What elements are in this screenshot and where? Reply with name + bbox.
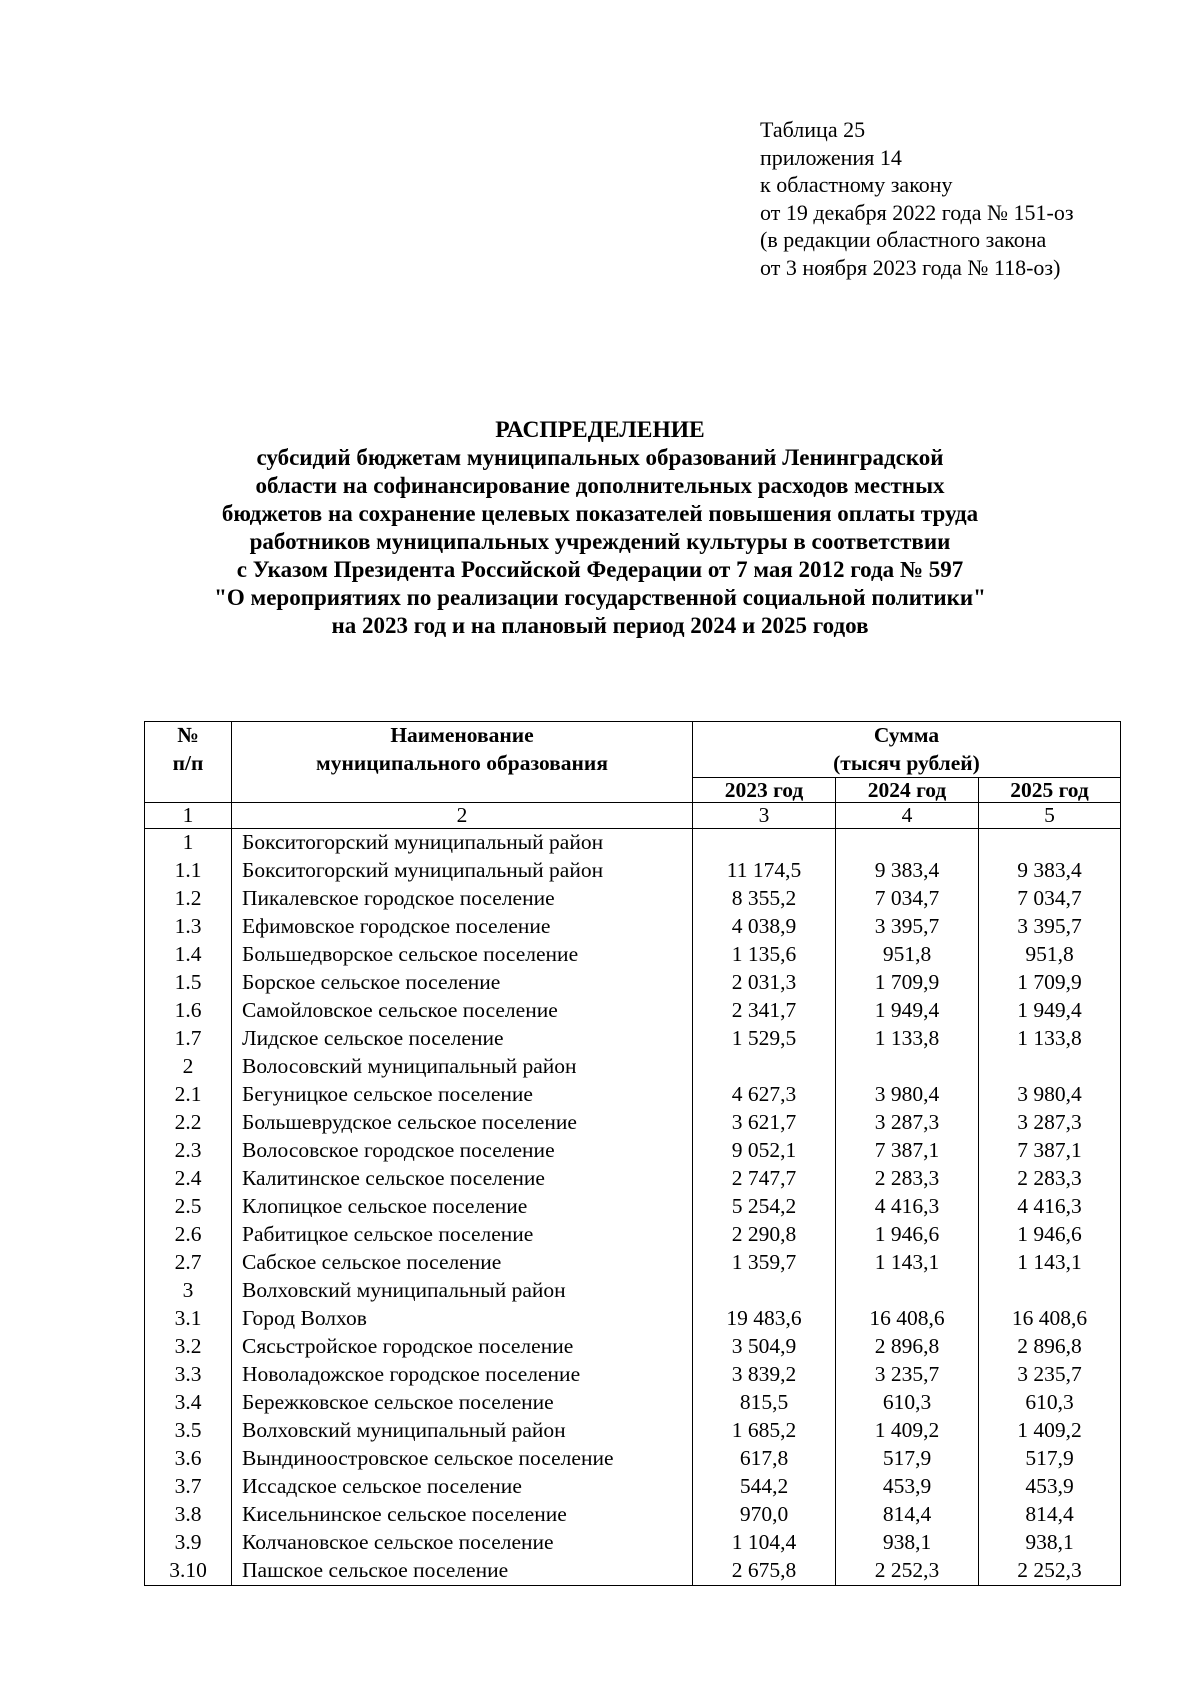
row-value-2024: 7 387,1 <box>836 1137 979 1165</box>
row-value-2025 <box>979 1277 1121 1305</box>
row-number: 2.7 <box>145 1249 232 1277</box>
header-sum <box>693 722 1121 778</box>
row-number: 3.5 <box>145 1417 232 1445</box>
reference-line: (в редакции областного закона <box>760 227 1047 252</box>
row-name: Бережковское сельское поселение <box>232 1389 693 1417</box>
header-sum-line1: Сумма <box>873 723 940 747</box>
table-row <box>145 1165 1121 1193</box>
table-row <box>145 913 1121 941</box>
table-row <box>145 1333 1121 1361</box>
header-name-line2: муниципального образования <box>316 750 608 775</box>
row-value-2023: 3 504,9 <box>693 1333 836 1361</box>
row-name: Бокситогорский муниципальный район <box>232 829 693 858</box>
reference-line: к областному закону <box>760 172 953 197</box>
row-number: 3.10 <box>145 1557 232 1586</box>
table-body <box>145 829 1121 1586</box>
row-value-2024: 1 949,4 <box>836 997 979 1025</box>
row-number: 3.2 <box>145 1333 232 1361</box>
row-name: Клопицкое сельское поселение <box>232 1193 693 1221</box>
document-title <box>100 416 1100 640</box>
row-name: Волховский муниципальный район <box>232 1417 693 1445</box>
row-number: 2.4 <box>145 1165 232 1193</box>
table-row <box>145 1109 1121 1137</box>
row-value-2025: 814,4 <box>979 1501 1121 1529</box>
row-name: Калитинское сельское поселение <box>232 1165 693 1193</box>
row-value-2025: 4 416,3 <box>979 1193 1121 1221</box>
table-row <box>145 1053 1121 1081</box>
row-number: 2.6 <box>145 1221 232 1249</box>
row-value-2024: 1 709,9 <box>836 969 979 997</box>
row-value-2025: 951,8 <box>979 941 1121 969</box>
title-line: на 2023 год и на плановый период 2024 и 2025 годов <box>331 613 869 638</box>
row-value-2025: 1 946,6 <box>979 1221 1121 1249</box>
row-value-2024: 814,4 <box>836 1501 979 1529</box>
table-row <box>145 1081 1121 1109</box>
row-name: Кисельнинское сельское поселение <box>232 1501 693 1529</box>
row-name: Самойловское сельское поселение <box>232 997 693 1025</box>
row-value-2024: 3 235,7 <box>836 1361 979 1389</box>
row-value-2024 <box>836 829 979 858</box>
row-value-2023: 617,8 <box>693 1445 836 1473</box>
row-value-2024: 453,9 <box>836 1473 979 1501</box>
row-name: Новоладожское городское поселение <box>232 1361 693 1389</box>
row-value-2024: 9 383,4 <box>836 857 979 885</box>
table-row <box>145 997 1121 1025</box>
title-heading: РАСПРЕДЕЛЕНИЕ <box>495 417 705 443</box>
row-value-2025: 610,3 <box>979 1389 1121 1417</box>
row-name: Борское сельское поселение <box>232 969 693 997</box>
row-value-2025: 16 408,6 <box>979 1305 1121 1333</box>
row-name: Бокситогорский муниципальный район <box>232 857 693 885</box>
row-number: 1 <box>145 829 232 858</box>
table-row <box>145 1501 1121 1529</box>
row-number: 3.3 <box>145 1361 232 1389</box>
row-number: 2.1 <box>145 1081 232 1109</box>
table-row <box>145 1557 1121 1586</box>
row-value-2024: 4 416,3 <box>836 1193 979 1221</box>
table-row <box>145 885 1121 913</box>
table-header <box>145 722 1121 829</box>
row-value-2025: 1 133,8 <box>979 1025 1121 1053</box>
row-value-2024: 2 283,3 <box>836 1165 979 1193</box>
table-row <box>145 1137 1121 1165</box>
header-sum-line2: (тысяч рублей) <box>833 750 980 775</box>
row-number: 2.2 <box>145 1109 232 1137</box>
row-name: Вындиноостровское сельское поселение <box>232 1445 693 1473</box>
header-name-line1: Наименование <box>390 723 534 747</box>
row-name: Город Волхов <box>232 1305 693 1333</box>
row-value-2024: 7 034,7 <box>836 885 979 913</box>
row-value-2025: 453,9 <box>979 1473 1121 1501</box>
row-value-2023: 2 341,7 <box>693 997 836 1025</box>
row-name: Волосовское городское поселение <box>232 1137 693 1165</box>
row-value-2025: 7 387,1 <box>979 1137 1121 1165</box>
header-name <box>232 722 693 803</box>
row-value-2023 <box>693 1053 836 1081</box>
header-number-line1: № <box>177 723 199 747</box>
table-row <box>145 1221 1121 1249</box>
table-row <box>145 1417 1121 1445</box>
row-value-2024 <box>836 1277 979 1305</box>
row-number: 1.5 <box>145 969 232 997</box>
table-row <box>145 829 1121 858</box>
row-value-2025: 2 896,8 <box>979 1333 1121 1361</box>
table-row <box>145 1277 1121 1305</box>
row-name: Колчановское сельское поселение <box>232 1529 693 1557</box>
row-value-2023: 8 355,2 <box>693 885 836 913</box>
row-number: 1.4 <box>145 941 232 969</box>
column-index: 3 <box>693 803 836 829</box>
row-value-2023: 19 483,6 <box>693 1305 836 1333</box>
row-value-2025: 3 980,4 <box>979 1081 1121 1109</box>
row-value-2025 <box>979 829 1121 858</box>
row-value-2023: 9 052,1 <box>693 1137 836 1165</box>
row-value-2025: 3 395,7 <box>979 913 1121 941</box>
row-value-2024: 1 143,1 <box>836 1249 979 1277</box>
table-row <box>145 1445 1121 1473</box>
row-value-2023: 5 254,2 <box>693 1193 836 1221</box>
row-value-2023: 1 685,2 <box>693 1417 836 1445</box>
reference-line: от 3 ноября 2023 года № 118-оз) <box>760 254 1061 280</box>
row-value-2024: 2 896,8 <box>836 1333 979 1361</box>
column-index: 4 <box>836 803 979 829</box>
row-number: 3.9 <box>145 1529 232 1557</box>
row-value-2023: 544,2 <box>693 1473 836 1501</box>
row-value-2023: 4 627,3 <box>693 1081 836 1109</box>
row-value-2025: 3 235,7 <box>979 1361 1121 1389</box>
title-line: субсидий бюджетам муниципальных образований Ленинградской <box>256 445 944 470</box>
row-number: 3.6 <box>145 1445 232 1473</box>
row-number: 3 <box>145 1277 232 1305</box>
row-value-2024: 1 946,6 <box>836 1221 979 1249</box>
row-value-2025 <box>979 1053 1121 1081</box>
row-name: Сабское сельское поселение <box>232 1249 693 1277</box>
row-value-2025: 1 143,1 <box>979 1249 1121 1277</box>
table-row <box>145 1389 1121 1417</box>
title-line: с Указом Президента Российской Федерации от 7 мая 2012 года № 597 <box>236 557 964 582</box>
table-row <box>145 1529 1121 1557</box>
row-value-2023: 2 747,7 <box>693 1165 836 1193</box>
title-line: работников муниципальных учреждений культуры в соответствии <box>249 529 951 554</box>
row-name: Волосовский муниципальный район <box>232 1053 693 1081</box>
title-line: области на софинансирование дополнительных расходов местных <box>255 473 945 498</box>
row-name: Лидское сельское поселение <box>232 1025 693 1053</box>
row-value-2023: 1 104,4 <box>693 1529 836 1557</box>
row-value-2024: 16 408,6 <box>836 1305 979 1333</box>
table-row <box>145 941 1121 969</box>
title-line: бюджетов на сохранение целевых показателей повышения оплаты труда <box>221 501 979 526</box>
row-number: 2.3 <box>145 1137 232 1165</box>
row-value-2025: 517,9 <box>979 1445 1121 1473</box>
row-value-2023 <box>693 1277 836 1305</box>
row-number: 1.2 <box>145 885 232 913</box>
row-value-2024: 610,3 <box>836 1389 979 1417</box>
table-row <box>145 1361 1121 1389</box>
row-number: 3.8 <box>145 1501 232 1529</box>
row-value-2024: 3 980,4 <box>836 1081 979 1109</box>
row-value-2023: 4 038,9 <box>693 913 836 941</box>
row-value-2023: 970,0 <box>693 1501 836 1529</box>
title-line: "О мероприятиях по реализации государственной социальной политики" <box>214 585 986 610</box>
row-value-2024: 3 287,3 <box>836 1109 979 1137</box>
row-number: 1.6 <box>145 997 232 1025</box>
document-reference <box>760 116 1074 281</box>
row-name: Волховский муниципальный район <box>232 1277 693 1305</box>
row-value-2024: 1 133,8 <box>836 1025 979 1053</box>
row-value-2023: 2 675,8 <box>693 1557 836 1586</box>
row-value-2024: 1 409,2 <box>836 1417 979 1445</box>
row-number: 2.5 <box>145 1193 232 1221</box>
table-row <box>145 1305 1121 1333</box>
header-number <box>145 722 232 803</box>
row-name: Ефимовское городское поселение <box>232 913 693 941</box>
row-number: 3.4 <box>145 1389 232 1417</box>
row-value-2023: 1 359,7 <box>693 1249 836 1277</box>
row-value-2023 <box>693 829 836 858</box>
row-value-2025: 2 252,3 <box>979 1557 1121 1586</box>
row-number: 3.1 <box>145 1305 232 1333</box>
row-number: 1.3 <box>145 913 232 941</box>
row-number: 1.7 <box>145 1025 232 1053</box>
table-row <box>145 857 1121 885</box>
row-value-2023: 3 621,7 <box>693 1109 836 1137</box>
header-year-2025: 2025 год <box>979 778 1121 803</box>
row-name: Большедворское сельское поселение <box>232 941 693 969</box>
row-value-2025: 2 283,3 <box>979 1165 1121 1193</box>
reference-line: Таблица 25 <box>760 117 866 142</box>
table-row <box>145 1473 1121 1501</box>
row-value-2023: 1 135,6 <box>693 941 836 969</box>
row-number: 2 <box>145 1053 232 1081</box>
reference-line: приложения 14 <box>760 144 902 170</box>
row-number: 3.7 <box>145 1473 232 1501</box>
table-row <box>145 1193 1121 1221</box>
row-value-2024: 517,9 <box>836 1445 979 1473</box>
table-row <box>145 969 1121 997</box>
row-value-2023: 2 290,8 <box>693 1221 836 1249</box>
row-value-2025: 9 383,4 <box>979 857 1121 885</box>
reference-line: от 19 декабря 2022 года № 151-оз <box>760 199 1074 225</box>
row-value-2023: 815,5 <box>693 1389 836 1417</box>
row-name: Сясьстройское городское поселение <box>232 1333 693 1361</box>
row-value-2024: 3 395,7 <box>836 913 979 941</box>
column-index: 2 <box>232 803 693 829</box>
row-value-2025: 938,1 <box>979 1529 1121 1557</box>
row-value-2023: 1 529,5 <box>693 1025 836 1053</box>
row-value-2025: 3 287,3 <box>979 1109 1121 1137</box>
row-value-2025: 1 709,9 <box>979 969 1121 997</box>
column-index: 5 <box>979 803 1121 829</box>
row-value-2023: 11 174,5 <box>693 857 836 885</box>
row-name: Иссадское сельское поселение <box>232 1473 693 1501</box>
row-name: Рабитицкое сельское поселение <box>232 1221 693 1249</box>
row-value-2024: 2 252,3 <box>836 1557 979 1586</box>
row-value-2025: 7 034,7 <box>979 885 1121 913</box>
header-year-2024: 2024 год <box>836 778 979 803</box>
table-row <box>145 1025 1121 1053</box>
header-year-2023: 2023 год <box>693 778 836 803</box>
row-value-2023: 2 031,3 <box>693 969 836 997</box>
row-name: Пашское сельское поселение <box>232 1557 693 1586</box>
row-value-2024 <box>836 1053 979 1081</box>
row-name: Бегуницкое сельское поселение <box>232 1081 693 1109</box>
row-number: 1.1 <box>145 857 232 885</box>
header-number-line2: п/п <box>172 750 204 775</box>
column-index: 1 <box>145 803 232 829</box>
row-name: Пикалевское городское поселение <box>232 885 693 913</box>
row-name: Большеврудское сельское поселение <box>232 1109 693 1137</box>
table-row <box>145 1249 1121 1277</box>
row-value-2025: 1 949,4 <box>979 997 1121 1025</box>
row-value-2023: 3 839,2 <box>693 1361 836 1389</box>
row-value-2024: 938,1 <box>836 1529 979 1557</box>
row-value-2024: 951,8 <box>836 941 979 969</box>
row-value-2025: 1 409,2 <box>979 1417 1121 1445</box>
distribution-table <box>144 721 1121 1586</box>
